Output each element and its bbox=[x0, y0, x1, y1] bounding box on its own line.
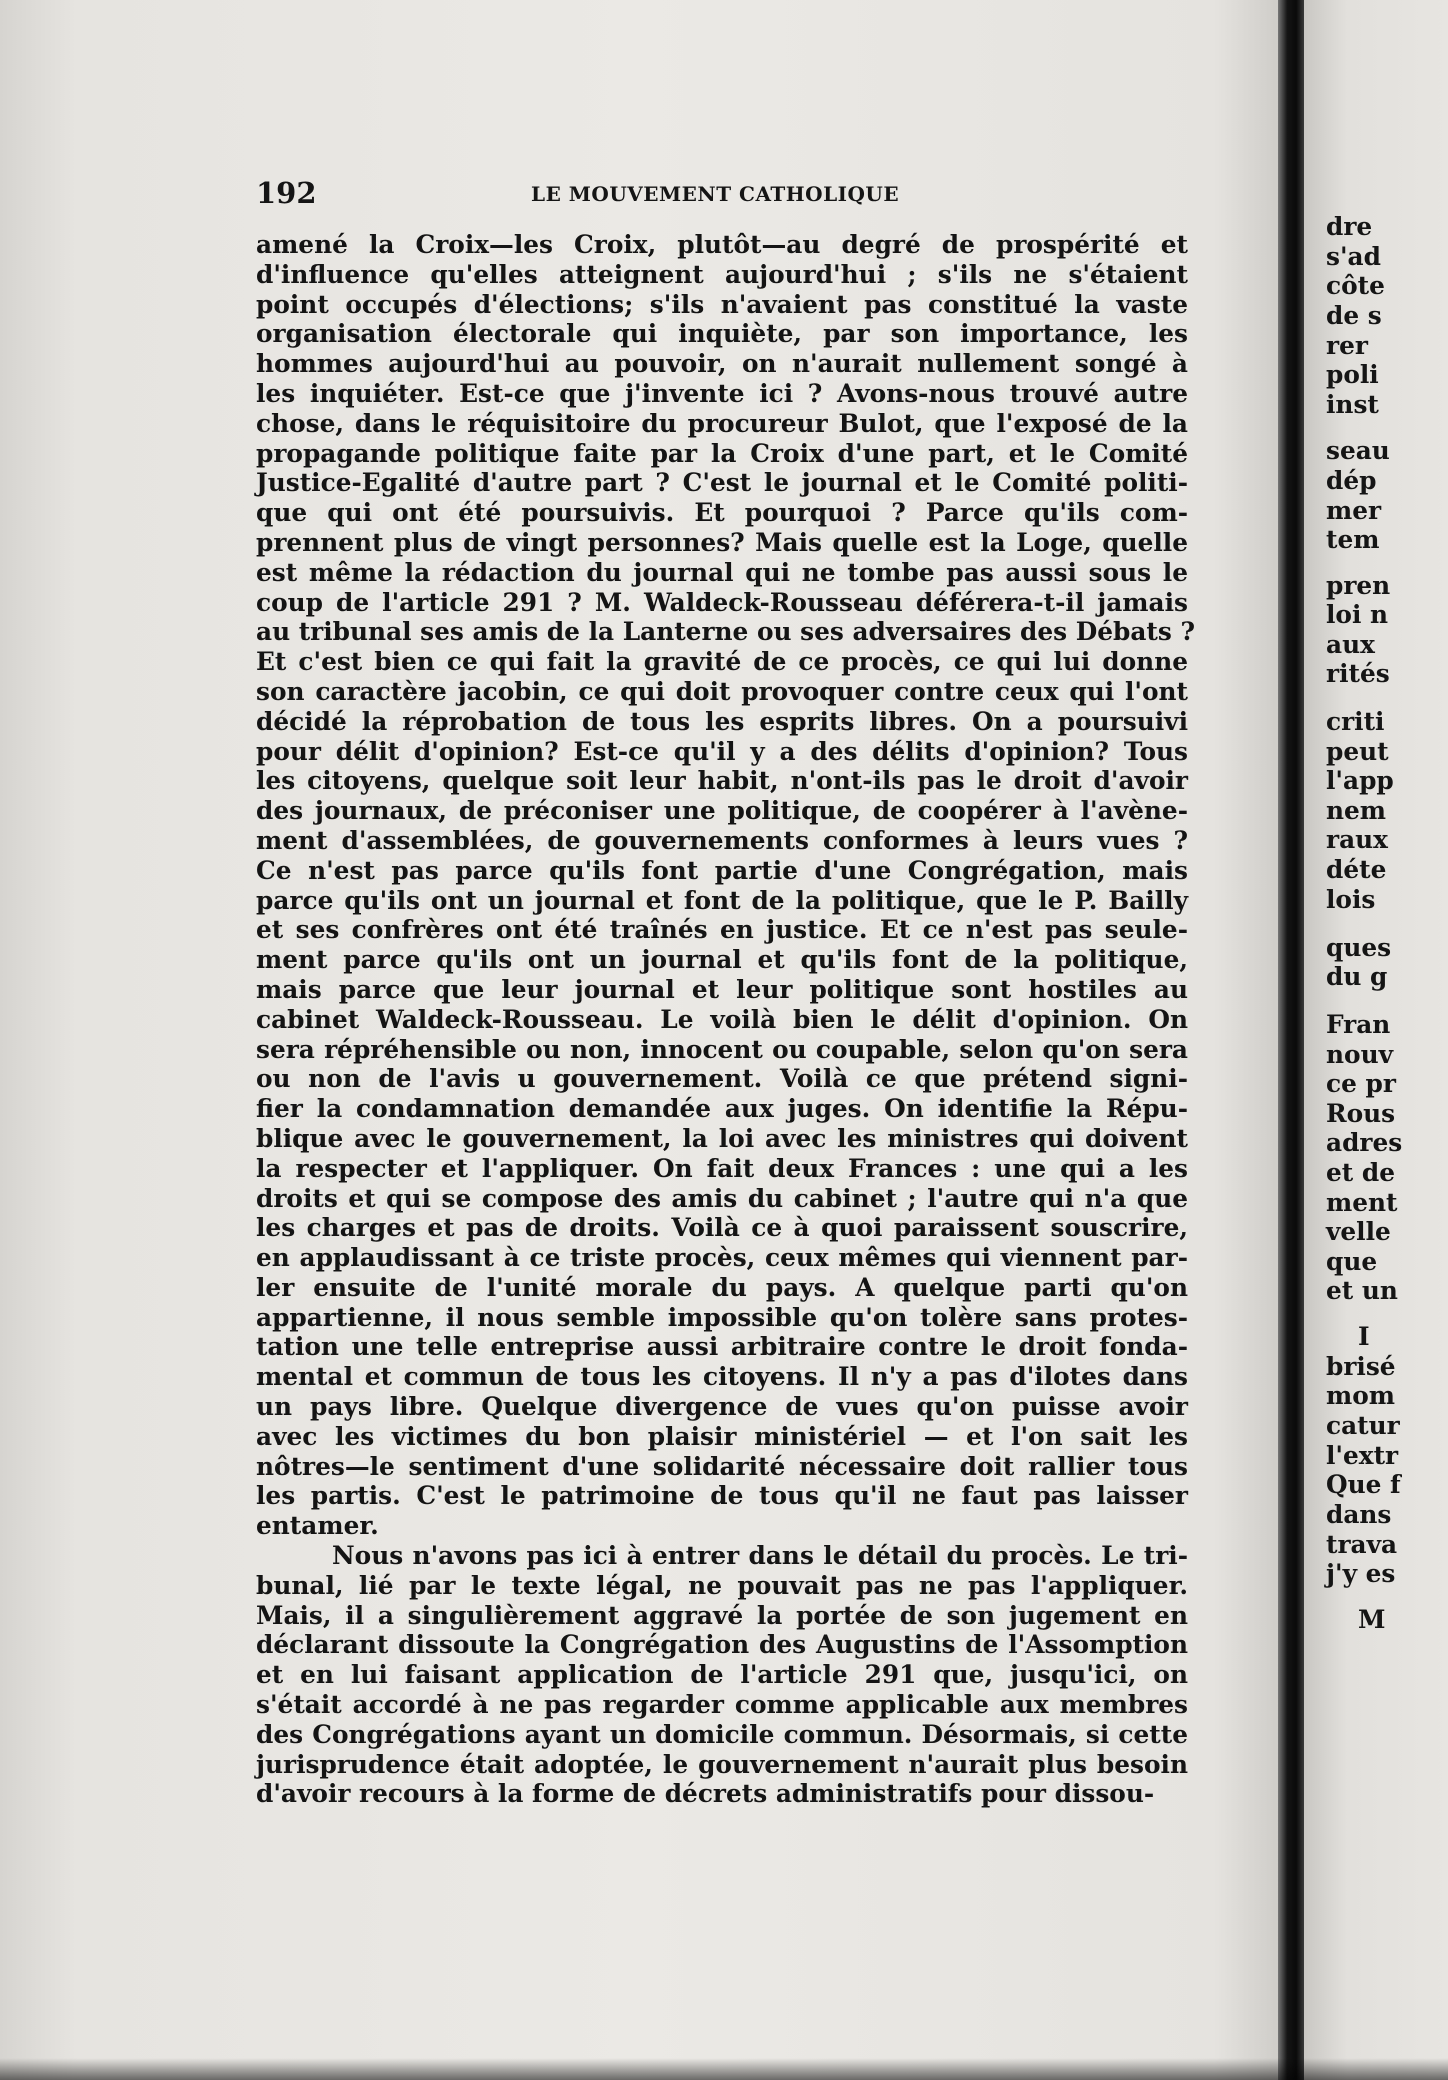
facing-page-line: inst bbox=[1326, 390, 1379, 419]
text-line: nôtres—le sentiment d'une solidarité nécessaire doit rallier tous bbox=[256, 1451, 1188, 1481]
text-line: son caractère jacobin, ce qui doit provoquer contre ceux qui l'ont bbox=[256, 676, 1188, 706]
body-text bbox=[256, 230, 1196, 1809]
facing-page-line: I bbox=[1358, 1322, 1370, 1351]
text-line: mental et commun de tous les citoyens. Il n'y a pas d'ilotes dans bbox=[256, 1362, 1188, 1392]
facing-page-line: rer bbox=[1326, 331, 1368, 360]
text-line: sera répréhensible ou non, innocent ou coupable, selon qu'on sera bbox=[256, 1034, 1188, 1064]
facing-page-line: lois bbox=[1326, 885, 1376, 914]
text-line: parce qu'ils ont un journal et font de la politique, que le P. Bailly bbox=[256, 885, 1188, 915]
text-line: les charges et pas de droits. Voilà ce à quoi paraissent souscrire, bbox=[256, 1213, 1188, 1243]
facing-page-line: M bbox=[1358, 1605, 1386, 1634]
facing-page-line: nem bbox=[1326, 796, 1387, 825]
facing-page-line: dép bbox=[1326, 466, 1377, 495]
facing-page-line: dre bbox=[1326, 212, 1373, 241]
facing-page-line: nouv bbox=[1326, 1040, 1394, 1069]
facing-page-line: côte bbox=[1326, 271, 1385, 300]
facing-page-line: Que f bbox=[1326, 1470, 1401, 1499]
facing-page-line: rités bbox=[1326, 659, 1390, 688]
facing-page-line: mom bbox=[1326, 1381, 1396, 1410]
facing-page-line: raux bbox=[1326, 825, 1388, 854]
text-line: des journaux, de préconiser une politique, de coopérer à l'avène- bbox=[256, 796, 1188, 826]
facing-page-line: ques bbox=[1326, 933, 1392, 962]
running-head bbox=[256, 176, 1266, 216]
book-gutter bbox=[1278, 0, 1304, 2080]
bottom-shadow bbox=[0, 2058, 1448, 2080]
text-line: amené la Croix—les Croix, plutôt—au degré de prospérité et bbox=[256, 230, 1188, 259]
facing-page-line: Fran bbox=[1326, 1010, 1391, 1039]
text-line: organisation électorale qui inquiète, par son importance, les bbox=[256, 319, 1188, 349]
page-number: 192 bbox=[256, 176, 317, 210]
facing-page-line: dans bbox=[1326, 1500, 1392, 1529]
facing-page-line: et un bbox=[1326, 1276, 1398, 1305]
running-title: LE MOUVEMENT CATHOLIQUE bbox=[531, 182, 900, 206]
facing-page-line: du g bbox=[1326, 962, 1388, 991]
text-line: chose, dans le réquisitoire du procureur Bulot, que l'exposé de la bbox=[256, 408, 1188, 438]
facing-page-line: criti bbox=[1326, 707, 1385, 736]
text-line: hommes aujourd'hui au pouvoir, on n'aurait nullement songé à bbox=[256, 349, 1188, 379]
text-line: fier la condamnation demandée aux juges. On identifie la Répu- bbox=[256, 1094, 1188, 1124]
text-line: appartienne, il nous semble impossible qu'on tolère sans protes- bbox=[256, 1302, 1188, 1332]
text-line: pour délit d'opinion? Est-ce qu'il y a des délits d'opinion? Tous bbox=[256, 736, 1188, 766]
facing-page-line: ce pr bbox=[1326, 1069, 1396, 1098]
facing-page-line: loi n bbox=[1326, 600, 1389, 629]
text-line: déclarant dissoute la Congrégation des Augustins de l'Assomption bbox=[256, 1630, 1188, 1660]
text-line: des Congrégations ayant un domicile commun. Désormais, si cette bbox=[256, 1719, 1188, 1749]
facing-page-line: pren bbox=[1326, 571, 1391, 600]
text-line: les partis. C'est le patrimoine de tous qu'il ne faut pas laisser bbox=[256, 1481, 1188, 1511]
text-line: cabinet Waldeck-Rousseau. Le voilà bien le délit d'opinion. On bbox=[256, 1004, 1188, 1034]
text-line: que qui ont été poursuivis. Et pourquoi ? Parce qu'ils com- bbox=[256, 498, 1188, 528]
text-line: Justice-Egalité d'autre part ? C'est le journal et le Comité politi- bbox=[256, 468, 1188, 498]
text-line: mais parce que leur journal et leur politique sont hostiles au bbox=[256, 974, 1188, 1004]
facing-page-line: l'app bbox=[1326, 766, 1394, 795]
text-line: point occupés d'élections; s'ils n'avaient pas constitué la vaste bbox=[256, 289, 1188, 319]
facing-page-line: peut bbox=[1326, 737, 1389, 766]
text-line: et ses confrères ont été traînés en justice. Et ce n'est pas seule- bbox=[256, 915, 1188, 945]
text-line: coup de l'article 291 ? M. Waldeck-Rousseau déférera-t-il jamais bbox=[256, 587, 1188, 617]
text-line: d'influence qu'elles atteignent aujourd'hui ; s'ils ne s'étaient bbox=[256, 259, 1188, 289]
facing-page-line: aux bbox=[1326, 630, 1375, 659]
text-line: prennent plus de vingt personnes? Mais quelle est la Loge, quelle bbox=[256, 527, 1188, 557]
facing-page-line: Rous bbox=[1326, 1099, 1396, 1128]
text-line: ment parce qu'ils ont un journal et qu'ils font de la politique, bbox=[256, 945, 1188, 975]
facing-page-line: seau bbox=[1326, 436, 1390, 465]
facing-page-line: que bbox=[1326, 1247, 1378, 1276]
facing-page-line: catur bbox=[1326, 1411, 1400, 1440]
facing-page-line: déte bbox=[1326, 855, 1387, 884]
text-line: un pays libre. Quelque divergence de vues qu'on puisse avoir bbox=[256, 1392, 1188, 1422]
facing-page-line: trava bbox=[1326, 1530, 1398, 1559]
text-line: entamer. bbox=[256, 1511, 379, 1541]
facing-page-line: l'extr bbox=[1326, 1441, 1399, 1470]
facing-page-line: poli bbox=[1326, 360, 1379, 389]
facing-page-line: tem bbox=[1326, 525, 1380, 554]
facing-page bbox=[1304, 0, 1448, 2080]
text-line: la respecter et l'appliquer. On fait deux Frances : une qui a les bbox=[256, 1153, 1188, 1183]
facing-page-line: de s bbox=[1326, 301, 1382, 330]
text-line: avec les victimes du bon plaisir ministériel — et l'on sait les bbox=[256, 1421, 1188, 1451]
text-line: au tribunal ses amis de la Lanterne ou ses adversaires des Débats ? bbox=[256, 617, 1196, 647]
facing-page-line: j'y es bbox=[1326, 1559, 1396, 1588]
facing-page-line: s'ad bbox=[1326, 242, 1381, 271]
text-line: droits et qui se compose des amis du cabinet ; l'autre qui n'a que bbox=[256, 1183, 1188, 1213]
text-line: ler ensuite de l'unité morale du pays. A quelque parti qu'on bbox=[256, 1272, 1188, 1302]
text-line: est même la rédaction du journal qui ne tombe pas aussi sous le bbox=[256, 557, 1188, 587]
facing-page-line: ment bbox=[1326, 1188, 1398, 1217]
text-line: Nous n'avons pas ici à entrer dans le détail du procès. Le tri- bbox=[332, 1541, 1188, 1571]
text-line: ment d'assemblées, de gouvernements conformes à leurs vues ? bbox=[256, 825, 1188, 855]
text-line: propagande politique faite par la Croix d'une part, et le Comité bbox=[256, 438, 1188, 468]
text-line: jurisprudence était adoptée, le gouvernement n'aurait plus besoin bbox=[256, 1749, 1188, 1779]
facing-page-line: velle bbox=[1326, 1217, 1391, 1246]
text-line: et en lui faisant application de l'article 291 que, jusqu'ici, on bbox=[256, 1660, 1188, 1690]
facing-page-line: mer bbox=[1326, 496, 1382, 525]
text-line: les inquiéter. Est-ce que j'invente ici ? Avons-nous trouvé autre bbox=[256, 378, 1188, 408]
text-line: ou non de l'avis u gouvernement. Voilà ce que prétend signi- bbox=[256, 1064, 1188, 1094]
facing-page-line: brisé bbox=[1326, 1352, 1396, 1381]
text-line: blique avec le gouvernement, la loi avec les ministres qui doivent bbox=[256, 1123, 1188, 1153]
text-line: tation une telle entreprise aussi arbitraire contre le droit fonda- bbox=[256, 1332, 1188, 1362]
text-line: s'était accordé à ne pas regarder comme applicable aux membres bbox=[256, 1690, 1188, 1720]
text-line: d'avoir recours à la forme de décrets administratifs pour dissou- bbox=[256, 1779, 1155, 1809]
text-line: bunal, lié par le texte légal, ne pouvait pas ne pas l'appliquer. bbox=[256, 1570, 1188, 1600]
text-line: Et c'est bien ce qui fait la gravité de ce procès, ce qui lui donne bbox=[256, 647, 1188, 677]
facing-page-line: adres bbox=[1326, 1128, 1403, 1157]
text-line: décidé la réprobation de tous les esprits libres. On a poursuivi bbox=[256, 706, 1188, 736]
text-line: en applaudissant à ce triste procès, ceux mêmes qui viennent par- bbox=[256, 1243, 1188, 1273]
text-line: Ce n'est pas parce qu'ils font partie d'une Congrégation, mais bbox=[256, 855, 1188, 885]
text-line: les citoyens, quelque soit leur habit, n'ont-ils pas le droit d'avoir bbox=[256, 766, 1188, 796]
facing-page-line: et de bbox=[1326, 1158, 1395, 1187]
text-line: Mais, il a singulièrement aggravé la portée de son jugement en bbox=[256, 1600, 1188, 1630]
